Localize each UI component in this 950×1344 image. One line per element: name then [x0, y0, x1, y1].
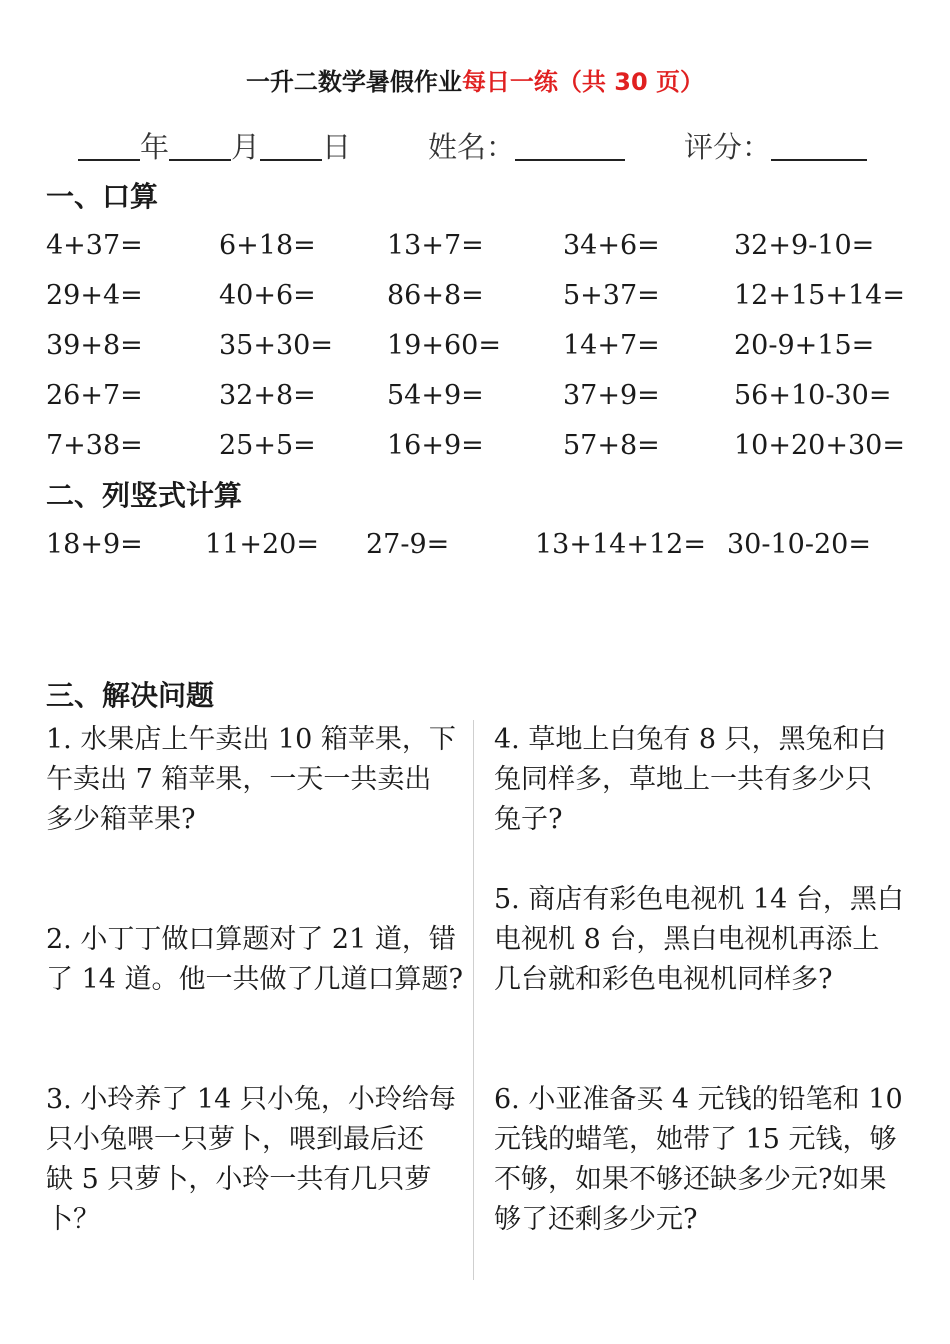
mental-math-item: 13+7= — [387, 230, 484, 261]
month-blank[interactable] — [169, 129, 231, 161]
name-blank[interactable] — [515, 129, 625, 161]
mental-math-item: 7+38= — [46, 430, 143, 461]
problem-line: 2. 小丁丁做口算题对了 21 道，错 — [46, 924, 456, 955]
mental-math-item: 14+7= — [563, 330, 660, 361]
day-blank[interactable] — [260, 129, 322, 161]
mental-math-item: 20-9+15= — [734, 330, 875, 361]
mental-math-item: 35+30= — [219, 330, 333, 361]
mental-math-item: 16+9= — [387, 430, 484, 461]
problem-line: 5. 商店有彩色电视机 14 台，黑白 — [494, 884, 904, 915]
score-label: 评分： — [684, 130, 772, 164]
header-info-line — [0, 125, 950, 169]
problem-line: 1. 水果店上午卖出 10 箱苹果，下 — [46, 724, 456, 755]
mental-math-item: 29+4= — [46, 280, 143, 311]
vertical-calc-item: 11+20= — [205, 529, 319, 560]
mental-math-item: 54+9= — [387, 380, 484, 411]
problem-line: 午卖出 7 箱苹果，一天一共卖出 — [46, 764, 432, 795]
vertical-calc-item: 13+14+12= — [535, 529, 706, 560]
year-blank[interactable] — [78, 129, 140, 161]
section-heading-vertical-calc: 二、列竖式计算 — [46, 479, 243, 512]
mental-math-item: 37+9= — [563, 380, 660, 411]
mental-math-item: 40+6= — [219, 280, 316, 311]
word-problem-1 — [46, 720, 464, 840]
mental-math-item: 5+37= — [563, 280, 660, 311]
name-field — [428, 125, 625, 169]
problem-line: 卜？ — [46, 1204, 100, 1235]
mental-math-item: 25+5= — [219, 430, 316, 461]
vertical-calc-item: 18+9= — [46, 529, 143, 560]
column-divider — [473, 720, 474, 1280]
day-label: 日 — [322, 130, 352, 164]
section-heading-mental-math: 一、口算 — [46, 180, 159, 213]
problem-line: 只小兔喂一只萝卜，喂到最后还 — [46, 1124, 424, 1155]
mental-math-item: 19+60= — [387, 330, 501, 361]
word-problem-6 — [494, 1080, 914, 1240]
vertical-calc-item: 30-10-20= — [727, 529, 871, 560]
score-blank[interactable] — [771, 129, 867, 161]
problem-line: 3. 小玲养了 14 只小兔，小玲给每 — [46, 1084, 456, 1115]
section-heading-word-problems: 三、解决问题 — [46, 679, 215, 712]
problem-line: 元钱的蜡笔，她带了 15 元钱，够 — [494, 1124, 897, 1155]
score-field — [684, 125, 867, 169]
problem-line: 不够，如果不够还缺多少元?如果 — [494, 1164, 887, 1195]
mental-math-item: 57+8= — [563, 430, 660, 461]
word-problem-2 — [46, 920, 464, 1000]
word-problem-3 — [46, 1080, 464, 1240]
year-label: 年 — [140, 130, 170, 164]
mental-math-item: 10+20+30= — [734, 430, 905, 461]
problem-line: 多少箱苹果? — [46, 804, 196, 835]
problem-line: 了 14 道。他一共做了几道口算题? — [46, 964, 463, 995]
mental-math-item: 39+8= — [46, 330, 143, 361]
problem-line: 4. 草地上白兔有 8 只，黑兔和白 — [494, 724, 887, 755]
title-highlight: 每日一练（共 30 页） — [461, 68, 705, 96]
mental-math-item: 86+8= — [387, 280, 484, 311]
vertical-calc-item: 27-9= — [366, 529, 450, 560]
problem-line: 兔同样多，草地上一共有多少只 — [494, 764, 872, 795]
mental-math-item: 32+9-10= — [734, 230, 875, 261]
name-label: 姓名： — [428, 130, 516, 164]
mental-math-item: 56+10-30= — [734, 380, 892, 411]
problem-line: 电视机 8 台，黑白电视机再添上 — [494, 924, 880, 955]
problem-line: 6. 小亚准备买 4 元钱的铅笔和 10 — [494, 1084, 903, 1115]
page-title — [0, 52, 950, 112]
mental-math-item: 6+18= — [219, 230, 316, 261]
month-label: 月 — [231, 130, 261, 164]
mental-math-item: 12+15+14= — [734, 280, 905, 311]
problem-line: 几台就和彩色电视机同样多? — [494, 964, 833, 995]
mental-math-item: 32+8= — [219, 380, 316, 411]
mental-math-item: 4+37= — [46, 230, 143, 261]
problem-line: 够了还剩多少元? — [494, 1204, 698, 1235]
word-problem-5 — [494, 880, 914, 1000]
problem-line: 兔子? — [494, 804, 563, 835]
mental-math-item: 26+7= — [46, 380, 143, 411]
date-field — [78, 125, 351, 169]
mental-math-item: 34+6= — [563, 230, 660, 261]
title-main: 一升二数学暑假作业 — [245, 68, 462, 96]
problem-line: 缺 5 只萝卜，小玲一共有几只萝 — [46, 1164, 432, 1195]
word-problem-4 — [494, 720, 914, 840]
